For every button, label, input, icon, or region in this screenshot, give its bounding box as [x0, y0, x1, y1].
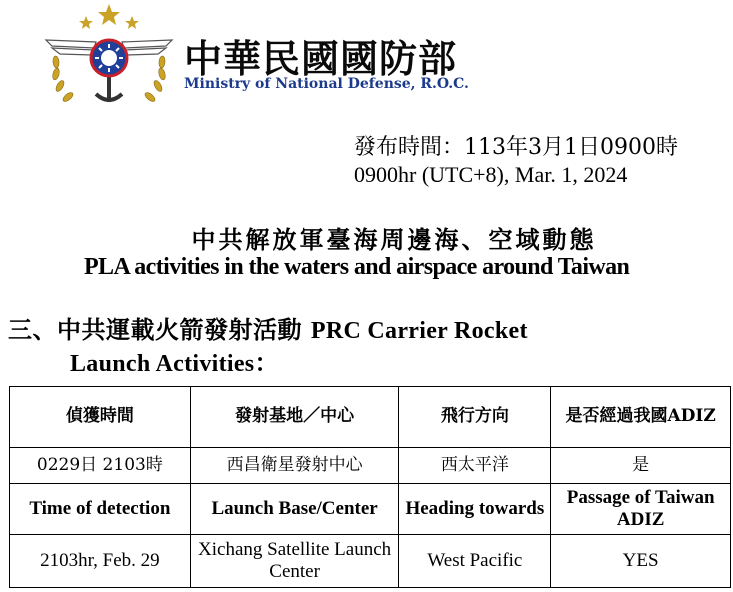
cell-heading-cn: 西太平洋	[399, 448, 551, 484]
report-title-en: PLA activities in the waters and airspace around Taiwan	[84, 254, 630, 280]
section-heading-cn: 三、中共運載火箭發射活動	[8, 315, 302, 344]
header-detection-time-cn: 偵獲時間	[10, 387, 191, 448]
ministry-name-cn: 中華民國國防部	[184, 37, 458, 81]
mnd-emblem-icon	[38, 2, 180, 112]
section-heading-colon: ：	[254, 348, 279, 377]
release-time-en: 0900hr (UTC+8), Mar. 1, 2024	[354, 162, 628, 187]
table-header-row-en	[10, 484, 731, 535]
ministry-name-en: Ministry of National Defense, R.O.C.	[184, 76, 469, 92]
section-heading-en-2: Launch Activities	[70, 351, 255, 377]
header-adiz-en: Passage of Taiwan ADIZ	[551, 484, 731, 535]
cell-adiz-en: YES	[551, 535, 731, 588]
header-heading-en: Heading towards	[399, 484, 551, 535]
section-heading-line-1	[8, 310, 528, 345]
cell-detection-time-en: 2103hr, Feb. 29	[10, 535, 191, 588]
launch-activity-table	[9, 386, 731, 588]
table-row	[10, 535, 731, 588]
section-heading-line-2	[70, 343, 279, 378]
header-launch-base-en: Launch Base/Center	[190, 484, 399, 535]
table-header-row-cn	[10, 387, 731, 448]
header-adiz-cn: 是否經過我國ADIZ	[551, 387, 731, 448]
cell-adiz-cn: 是	[551, 448, 731, 484]
cell-launch-base-cn: 西昌衛星發射中心	[190, 448, 399, 484]
report-title-cn: 中共解放軍臺海周邊海、空域動態	[191, 225, 597, 254]
release-time-cn: 發布時間：113年3月1日0900時	[354, 135, 678, 160]
header-detection-time-en: Time of detection	[10, 484, 191, 535]
cell-heading-en: West Pacific	[399, 535, 551, 588]
cell-launch-base-en: Xichang Satellite Launch Center	[190, 535, 399, 588]
section-heading-en-1: PRC Carrier Rocket	[310, 318, 528, 344]
header-launch-base-cn: 發射基地／中心	[190, 387, 399, 448]
header-heading-cn: 飛行方向	[399, 387, 551, 448]
cell-detection-time-cn: 0229日 2103時	[10, 448, 191, 484]
table-row	[10, 448, 731, 484]
